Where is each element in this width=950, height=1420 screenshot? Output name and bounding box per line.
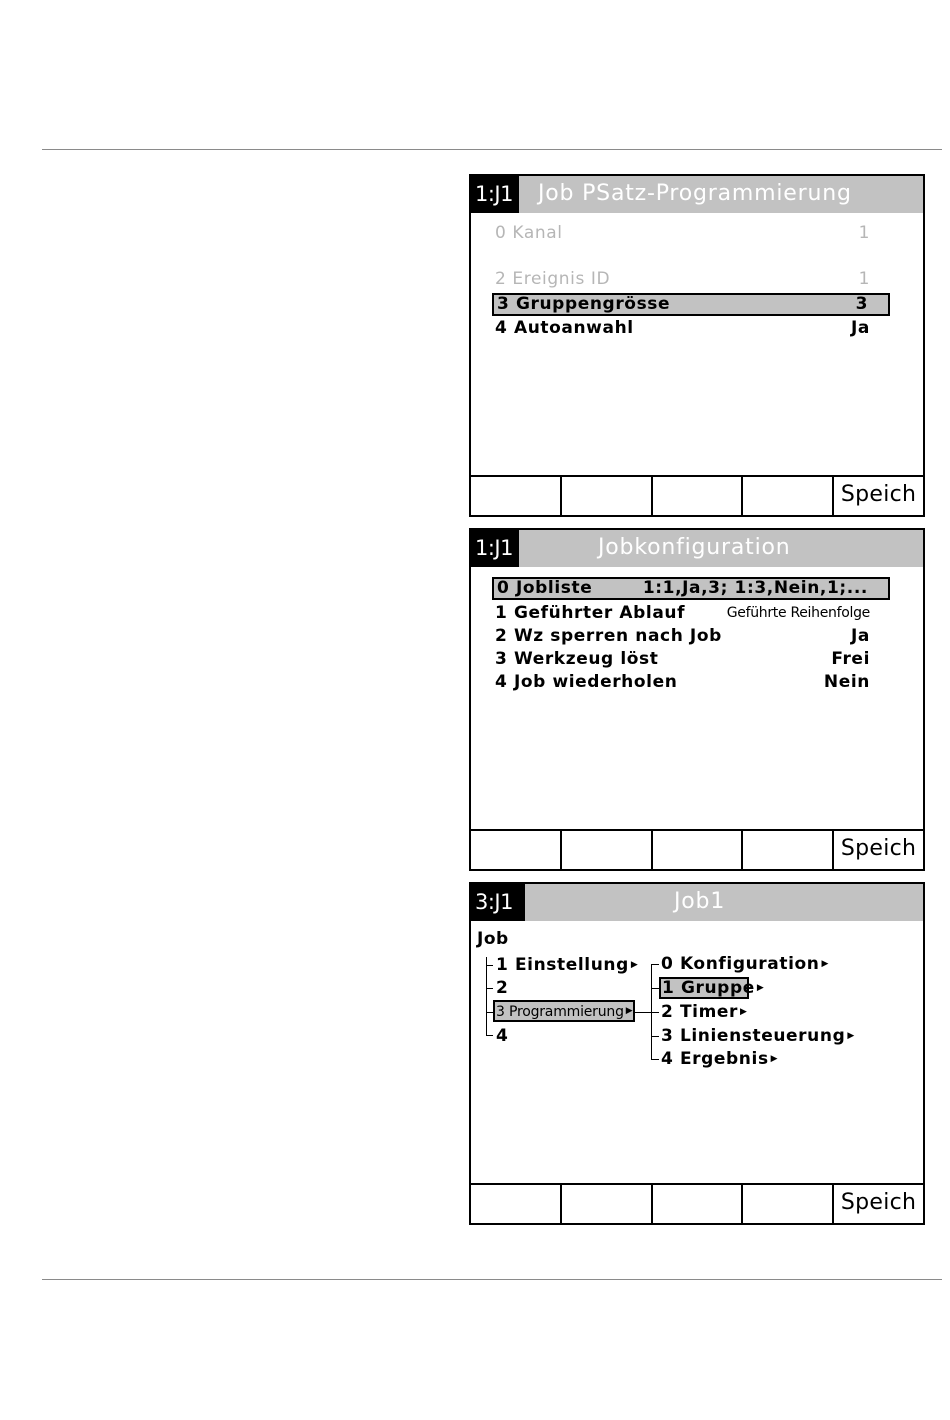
softkey-speich[interactable]: Speich bbox=[832, 477, 923, 515]
softkey-bar bbox=[471, 475, 923, 515]
tree-item-label: 0 Konfiguration bbox=[661, 954, 820, 974]
tree-connector bbox=[651, 964, 659, 965]
tree-item-programmierung[interactable] bbox=[493, 1000, 635, 1022]
param-value: Frei bbox=[831, 649, 870, 669]
title-bar bbox=[471, 530, 923, 567]
tree-connector bbox=[635, 1012, 651, 1013]
param-value: 1 bbox=[858, 223, 870, 243]
tree-connector bbox=[486, 965, 493, 966]
tree-item-2[interactable] bbox=[496, 977, 508, 999]
param-row-ereignis-id[interactable] bbox=[492, 268, 890, 291]
tree-connector bbox=[486, 1035, 493, 1036]
param-value: 1:1,Ja,3; 1:3,Nein,1;... bbox=[642, 578, 868, 598]
screen-job-psatz-programmierung bbox=[469, 174, 925, 517]
tree-item-label: 3 Liniensteuerung bbox=[661, 1026, 846, 1046]
param-value: Nein bbox=[823, 672, 870, 692]
param-value: Ja bbox=[851, 318, 870, 338]
tree-item-4[interactable] bbox=[496, 1025, 508, 1047]
tree-connector bbox=[486, 1012, 493, 1013]
softkey-1[interactable] bbox=[471, 477, 560, 515]
softkey-3[interactable] bbox=[651, 1185, 742, 1223]
submenu-arrow-icon: ▶ bbox=[740, 1007, 748, 1017]
param-row-gruppengroesse[interactable] bbox=[492, 293, 890, 316]
tree-item-konfiguration[interactable] bbox=[661, 953, 829, 975]
tree-item-einstellung[interactable] bbox=[496, 954, 638, 976]
title-bar bbox=[471, 884, 923, 921]
screen-title: Job1 bbox=[674, 889, 726, 914]
tree-connector bbox=[651, 1012, 659, 1013]
bottom-rule bbox=[42, 1279, 942, 1280]
tree-item-label: 2 Timer bbox=[661, 1002, 738, 1022]
param-row-job-wiederholen[interactable] bbox=[492, 671, 890, 694]
tree-root: Job bbox=[477, 929, 509, 949]
softkey-2[interactable] bbox=[560, 477, 651, 515]
softkey-bar bbox=[471, 1183, 923, 1223]
softkey-4[interactable] bbox=[741, 1185, 832, 1223]
param-row-werkzeug-loest[interactable] bbox=[492, 648, 890, 671]
param-row-autoanwahl[interactable] bbox=[492, 317, 890, 340]
param-label: 2 Wz sperren nach Job bbox=[495, 626, 722, 646]
param-value: Ja bbox=[851, 626, 870, 646]
softkey-speich[interactable]: Speich bbox=[832, 1185, 923, 1223]
screen-id: 1:J1 bbox=[471, 530, 519, 567]
param-label: 4 Job wiederholen bbox=[495, 672, 678, 692]
tree-item-label: 3 Programmierung bbox=[496, 1004, 624, 1020]
param-label: 1 Geführter Ablauf bbox=[495, 603, 686, 623]
top-rule bbox=[42, 149, 942, 150]
tree-item-label: 4 bbox=[496, 1026, 509, 1046]
submenu-arrow-icon: ▶ bbox=[770, 1054, 779, 1064]
param-label: 2 Ereignis ID bbox=[495, 269, 611, 289]
tree-item-ergebnis[interactable] bbox=[661, 1048, 778, 1070]
tree-connector bbox=[486, 957, 487, 1036]
softkey-2[interactable] bbox=[560, 1185, 651, 1223]
screen-title: Jobkonfiguration bbox=[598, 535, 791, 560]
tree-connector bbox=[651, 1036, 659, 1037]
softkey-speich[interactable]: Speich bbox=[832, 831, 923, 869]
param-label: 3 Gruppengrösse bbox=[497, 294, 671, 314]
param-label: 3 Werkzeug löst bbox=[495, 649, 659, 669]
tree-connector bbox=[651, 1059, 659, 1060]
tree-item-label: 1 Einstellung bbox=[496, 955, 629, 975]
screen-id: 1:J1 bbox=[471, 176, 519, 213]
submenu-arrow-icon: ▶ bbox=[756, 983, 765, 993]
tree-item-liniensteuerung[interactable] bbox=[661, 1025, 855, 1047]
screen-job1-menu bbox=[469, 882, 925, 1225]
submenu-arrow-icon: ▶ bbox=[821, 959, 830, 969]
tree-connector bbox=[651, 988, 659, 989]
screen-jobkonfiguration bbox=[469, 528, 925, 871]
param-row-kanal[interactable] bbox=[492, 222, 890, 245]
submenu-arrow-icon: ▶ bbox=[847, 1031, 855, 1041]
softkey-4[interactable] bbox=[741, 831, 832, 869]
tree-item-label: 2 bbox=[496, 978, 509, 998]
screen-id: 3:J1 bbox=[471, 884, 525, 921]
param-value: 3 bbox=[855, 294, 868, 314]
title-bar bbox=[471, 176, 923, 213]
param-label: 0 Kanal bbox=[495, 223, 563, 243]
softkey-4[interactable] bbox=[741, 477, 832, 515]
param-row-gefuehrter-ablauf[interactable] bbox=[492, 602, 890, 625]
tree-item-label: 4 Ergebnis bbox=[661, 1049, 769, 1069]
param-label: 0 Jobliste bbox=[497, 578, 593, 598]
tree-item-timer[interactable] bbox=[661, 1001, 748, 1023]
softkey-bar bbox=[471, 829, 923, 869]
param-value: 1 bbox=[858, 269, 870, 289]
softkey-3[interactable] bbox=[651, 477, 742, 515]
param-row-wz-sperren[interactable] bbox=[492, 625, 890, 648]
softkey-2[interactable] bbox=[560, 831, 651, 869]
param-label: 4 Autoanwahl bbox=[495, 318, 634, 338]
softkey-1[interactable] bbox=[471, 1185, 560, 1223]
param-value: Geführte Reihenfolge bbox=[726, 605, 870, 621]
tree-item-label: 1 Gruppe bbox=[662, 978, 755, 998]
submenu-arrow-icon: ▶ bbox=[630, 960, 639, 970]
param-row-jobliste[interactable] bbox=[492, 577, 890, 600]
tree-connector bbox=[486, 988, 493, 989]
softkey-1[interactable] bbox=[471, 831, 560, 869]
softkey-3[interactable] bbox=[651, 831, 742, 869]
submenu-arrow-icon: ▶ bbox=[625, 1006, 633, 1016]
tree-item-gruppe[interactable] bbox=[659, 977, 765, 999]
screen-title: Job PSatz-Programmierung bbox=[538, 181, 852, 206]
